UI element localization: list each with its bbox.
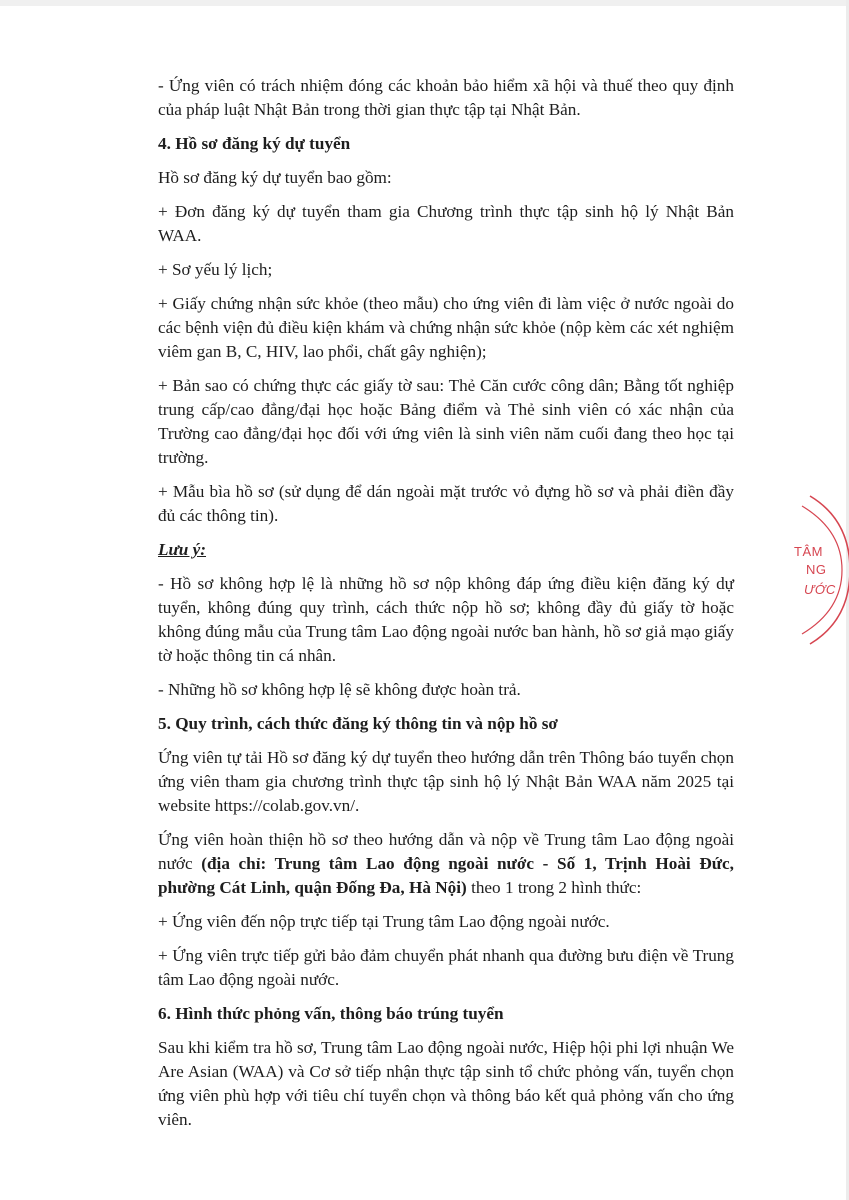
note-invalid-dossier: - Hồ sơ không hợp lệ là những hồ sơ nộp không đáp ứng điều kiện đăng ký dự tuyển, không đúng quy trình, cách thức nộp hồ sơ; không đầy đủ giấy tờ hoặc không đúng mẫu của Trung tâm Lao động ngoài nước ban hành, hồ sơ giả mạo giấy tờ hoặc thông tin cá nhân. [158, 574, 734, 665]
list-item-dossier-cover: + Mẫu bìa hồ sơ (sử dụng để dán ngoài mặt trước vỏ đựng hồ sơ và phải điền đầy đủ các thông tin). [158, 482, 734, 525]
paragraph-insurance-tax: - Ứng viên có trách nhiệm đóng các khoản bảo hiểm xã hội và thuế theo quy định của pháp luật Nhật Bản trong thời gian thực tập tại Nhật Bản. [158, 76, 734, 119]
seal-text-line-3: ƯỚC [804, 582, 836, 597]
note-not-returned: - Những hồ sơ không hợp lệ sẽ không được hoàn trả. [158, 680, 521, 699]
section-heading-6: 6. Hình thức phỏng vấn, thông báo trúng tuyển [158, 1004, 504, 1023]
list-item-certified-copies: + Bản sao có chứng thực các giấy tờ sau: Thẻ Căn cước công dân; Bằng tốt nghiệp trung cấp/cao đẳng/đại học hoặc Bảng điểm và Thẻ sinh viên có xác nhận của Trường cao đẳng/đại học đối với ứng viên là sinh viên năm cuối đang theo học tại trường. [158, 376, 734, 467]
list-item-cv: + Sơ yếu lý lịch; [158, 260, 273, 279]
paragraph-dossier-intro: Hồ sơ đăng ký dự tuyển bao gồm: [158, 168, 392, 187]
page-top-edge [0, 0, 849, 6]
section-heading-4: 4. Hồ sơ đăng ký dự tuyển [158, 134, 351, 153]
seal-text-line-2: NG [806, 562, 827, 577]
red-seal-stamp [790, 490, 849, 650]
submission-address: (địa chỉ: Trung tâm Lao động ngoài nước - Số 1, Trịnh Hoài Đức, phường Cát Linh, quận Đống Đa, Hà Nội) [158, 854, 734, 897]
list-item-application-form: + Đơn đăng ký dự tuyển tham gia Chương trình thực tập sinh hộ lý Nhật Bản WAA. [158, 202, 734, 245]
list-item-submit-by-post: + Ứng viên trực tiếp gửi bảo đảm chuyển phát nhanh qua đường bưu điện về Trung tâm Lao động ngoài nước. [158, 946, 734, 989]
seal-text-line-1: TÂM [794, 544, 823, 559]
document-body [158, 74, 734, 1142]
section-heading-5: 5. Quy trình, cách thức đăng ký thông tin và nộp hồ sơ [158, 714, 558, 733]
note-label: Lưu ý: [158, 540, 207, 559]
paragraph-interview-process: Sau khi kiểm tra hồ sơ, Trung tâm Lao động ngoài nước, Hiệp hội phi lợi nhuận We Are Asian (WAA) và Cơ sở tiếp nhận thực tập sinh tổ chức phỏng vấn, tuyển chọn ứng viên phù hợp với tiêu chí tuyển chọn và thông báo kết quả phỏng vấn cho ứng viên. [158, 1038, 734, 1129]
list-item-submit-in-person: + Ứng viên đến nộp trực tiếp tại Trung tâm Lao động ngoài nước. [158, 912, 610, 931]
paragraph-submit-dossier: Ứng viên hoàn thiện hồ sơ theo hướng dẫn và nộp về Trung tâm Lao động ngoài nước (địa chỉ: Trung tâm Lao động ngoài nước - Số 1, Trịnh Hoài Đức, phường Cát Linh, quận Đống Đa, Hà Nội) theo 1 trong 2 hình thức: [158, 830, 734, 897]
paragraph-download-dossier: Ứng viên tự tải Hồ sơ đăng ký dự tuyển theo hướng dẫn trên Thông báo tuyển chọn ứng viên tham gia chương trình thực tập sinh hộ lý Nhật Bản WAA năm 2025 tại website https://colab.gov.vn/. [158, 748, 734, 815]
list-item-health-certificate: + Giấy chứng nhận sức khỏe (theo mẫu) cho ứng viên đi làm việc ở nước ngoài do các bệnh viện đủ điều kiện khám và chứng nhận sức khỏe (nộp kèm các xét nghiệm viêm gan B, C, HIV, lao phổi, chất gây nghiện); [158, 294, 734, 361]
